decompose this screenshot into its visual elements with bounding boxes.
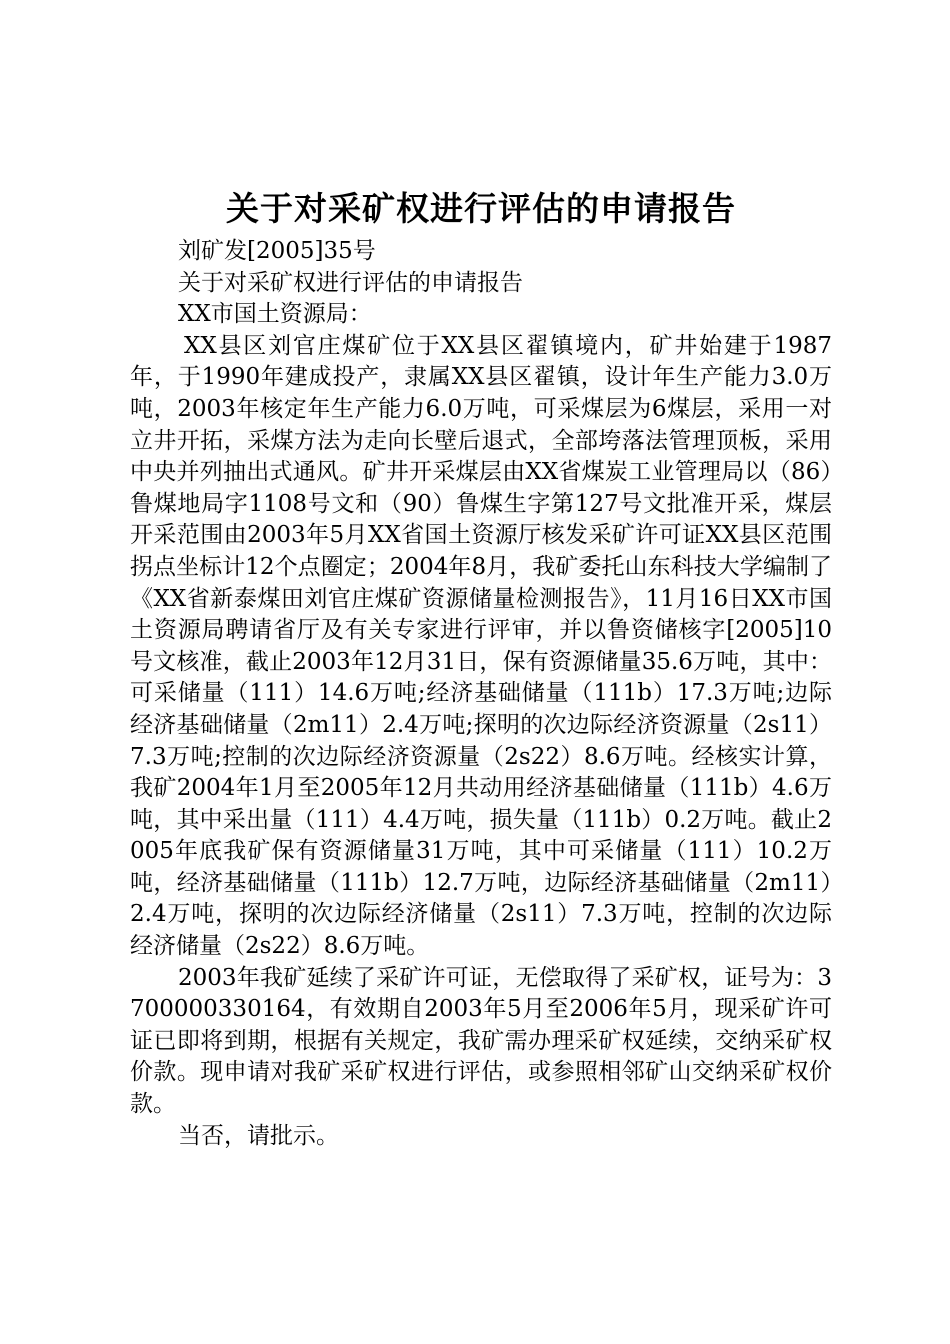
body-paragraph: XX县区刘官庄煤矿位于XX县区翟镇境内，矿井始建于1987年，于1990年建成投产，隶属XX县区翟镇，设计年生产能力3.0万吨，2003年核定年生产能力6.0万吨，可采煤层为6煤层，采用一对立井开拓，采煤方法为走向长壁后退式，全部垮落法管理顶板，采用中央并列抽出式通风。矿井开采煤层由XX省煤炭工业管理局以（86）鲁煤地局字1108号文和（90）鲁煤生字第127号文批准开采，煤层开采范围由2003年5月XX省国土资源厅核发采矿许可证XX县区范围拐点坐标计12个点圈定；2004年8月，我矿委托山东科技大学编制了《XX省新泰煤田刘官庄煤矿资源储量检测报告》，11月16日XX市国土资源局聘请省厅及有关专家进行评审，并以鲁资储核字[2005]10号文核准，截止2003年12月31日，保有资源储量35.6万吨，其中：可采储量（111）14.6万吨;经济基础储量（111b）17.3万吨;边际经济基础储量（2m11）2.4万吨;探明的次边际经济资源量（2s11）7.3万吨;控制的次边际经济资源量（2s22）8.6万吨。经核实计算，我矿2004年1月至2005年12月共动用经济基础储量（111b）4.6万吨，其中采出量（111）4.4万吨，损失量（111b）0.2万吨。截止2005年底我矿保有资源储量31万吨，其中可采储量（111）10.2万吨，经济基础储量（111b）12.7万吨，边际经济基础储量（2m11）2.4万吨，探明的次边际经济储量（2s11）7.3万吨，控制的次边际经济储量（2s22）8.6万吨。 — [130, 332, 832, 960]
document-subtitle: 关于对采矿权进行评估的申请报告 — [178, 269, 523, 296]
closing-line: 当否，请批示。 — [178, 1122, 339, 1149]
document-number: 刘矿发[2005]35号 — [178, 238, 376, 264]
body-paragraph: 2003年我矿延续了采矿许可证，无偿取得了采矿权，证号为：3700000330164，有效期自2003年5月至2006年5月，现采矿许可证已即将到期，根据有关规定，我矿需办理采矿权延续，交纳采矿权价款。现申请对我矿采矿权进行评估，或参照相邻矿山交纳采矿权价款。 — [130, 964, 832, 1118]
addressee: XX市国土资源局： — [178, 301, 372, 328]
document-title: 关于对采矿权进行评估的申请报告 — [226, 189, 736, 228]
document-page — [130, 186, 832, 1152]
